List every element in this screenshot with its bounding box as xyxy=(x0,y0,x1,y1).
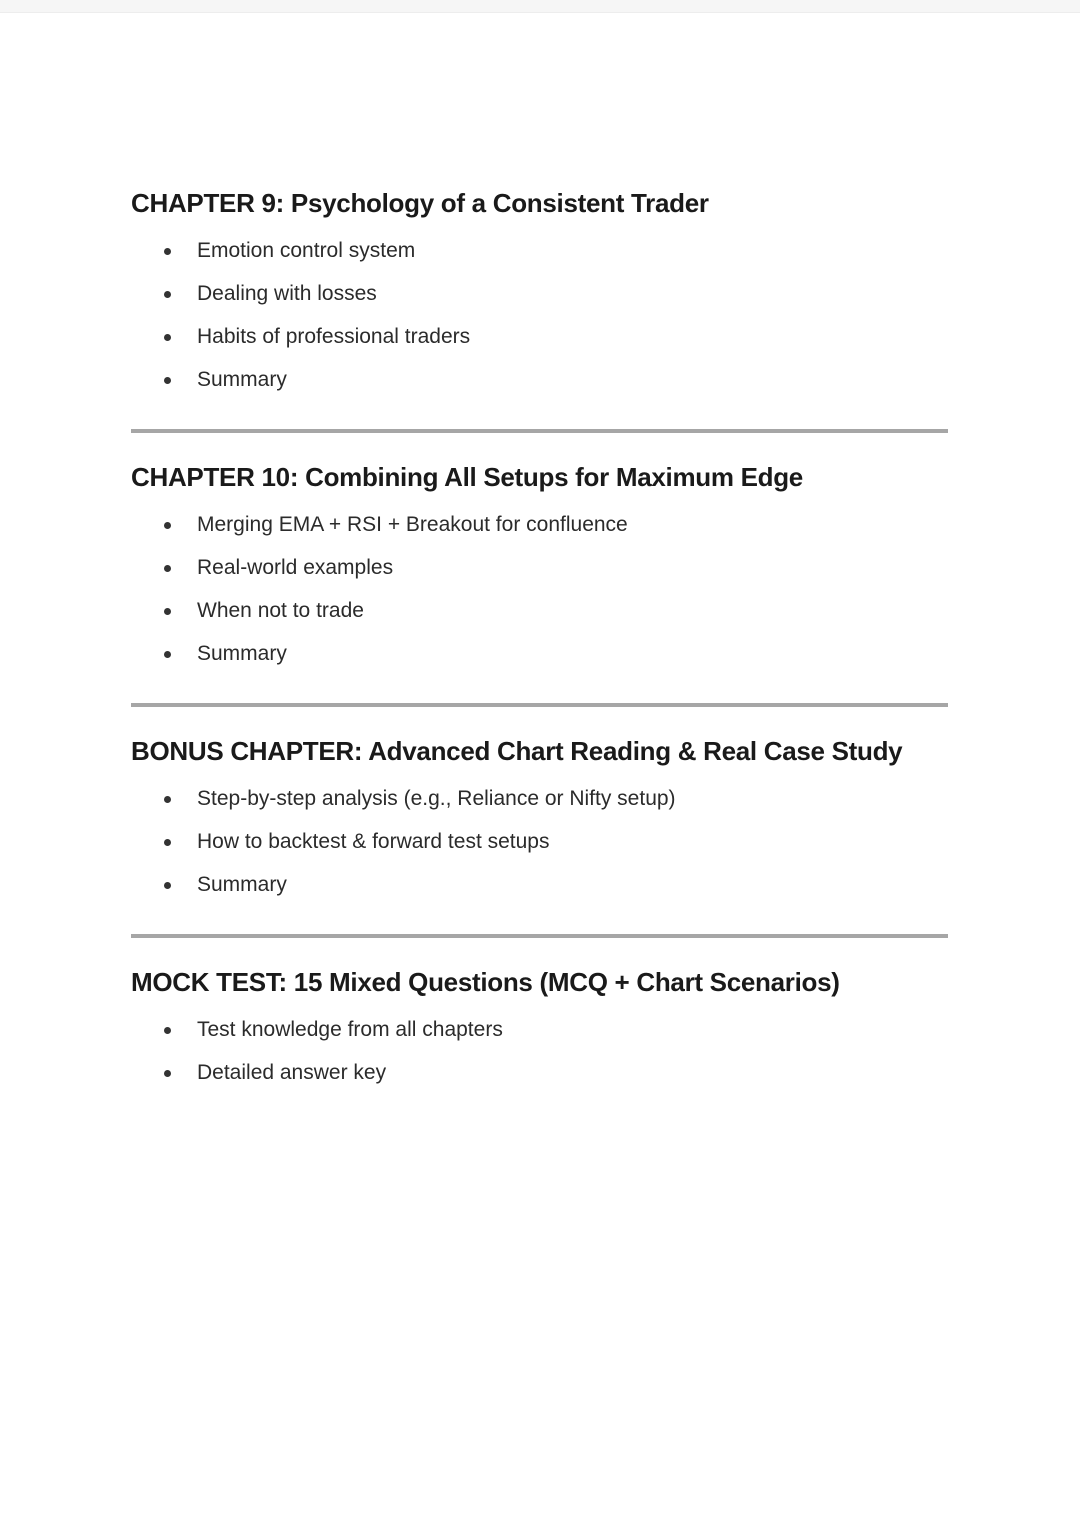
bullet-item xyxy=(131,1059,948,1087)
toc-section-bonus-chapter xyxy=(131,733,948,899)
bullet-item xyxy=(131,828,948,856)
section-heading: CHAPTER 10: Combining All Setups for Maximum Edge xyxy=(131,462,803,492)
bullet-item xyxy=(131,280,948,308)
section-bullet-list xyxy=(131,785,948,899)
section-heading: MOCK TEST: 15 Mixed Questions (MCQ + Chart Scenarios) xyxy=(131,967,840,997)
bullet-item-label: Habits of professional traders xyxy=(197,325,471,348)
bullet-item xyxy=(131,366,948,394)
bullet-icon xyxy=(164,1027,171,1034)
toc-section-chapter-9 xyxy=(131,185,948,394)
bullet-item xyxy=(131,237,948,265)
page-top-edge xyxy=(0,0,1080,13)
section-divider xyxy=(131,934,948,938)
bullet-icon xyxy=(164,796,171,803)
section-heading: BONUS CHAPTER: Advanced Chart Reading & Real Case Study xyxy=(131,736,903,766)
bullet-icon xyxy=(164,1070,171,1077)
toc-section-chapter-10 xyxy=(131,459,948,668)
bullet-item xyxy=(131,1016,948,1044)
bullet-item xyxy=(131,323,948,351)
section-divider xyxy=(131,429,948,433)
bullet-icon xyxy=(164,608,171,615)
bullet-item-label: When not to trade xyxy=(197,599,364,622)
bullet-item-label: Step-by-step analysis (e.g., Reliance or Nifty setup) xyxy=(197,787,676,810)
section-bullet-list xyxy=(131,237,948,394)
section-bullet-list xyxy=(131,1016,948,1087)
bullet-item xyxy=(131,597,948,625)
bullet-item-label: Summary xyxy=(197,642,287,665)
bullet-icon xyxy=(164,377,171,384)
section-divider xyxy=(131,703,948,707)
bullet-item-label: Emotion control system xyxy=(197,239,416,262)
bullet-item-label: How to backtest & forward test setups xyxy=(197,830,550,853)
bullet-icon xyxy=(164,882,171,889)
bullet-icon xyxy=(164,291,171,298)
bullet-item-label: Detailed answer key xyxy=(197,1061,387,1084)
bullet-icon xyxy=(164,334,171,341)
bullet-item-label: Summary xyxy=(197,368,287,391)
toc-section-mock-test xyxy=(131,964,948,1087)
bullet-item xyxy=(131,640,948,668)
bullet-icon xyxy=(164,839,171,846)
bullet-item-label: Dealing with losses xyxy=(197,282,377,305)
bullet-item xyxy=(131,871,948,899)
bullet-icon xyxy=(164,522,171,529)
document-page xyxy=(0,13,1080,1087)
section-heading: CHAPTER 9: Psychology of a Consistent Trader xyxy=(131,188,709,218)
bullet-item-label: Test knowledge from all chapters xyxy=(197,1018,503,1041)
bullet-item-label: Merging EMA + RSI + Breakout for confluence xyxy=(197,513,628,536)
bullet-icon xyxy=(164,565,171,572)
bullet-item-label: Summary xyxy=(197,873,287,896)
bullet-item xyxy=(131,511,948,539)
bullet-item xyxy=(131,554,948,582)
section-bullet-list xyxy=(131,511,948,668)
bullet-icon xyxy=(164,651,171,658)
bullet-icon xyxy=(164,248,171,255)
bullet-item xyxy=(131,785,948,813)
bullet-item-label: Real-world examples xyxy=(197,556,394,579)
